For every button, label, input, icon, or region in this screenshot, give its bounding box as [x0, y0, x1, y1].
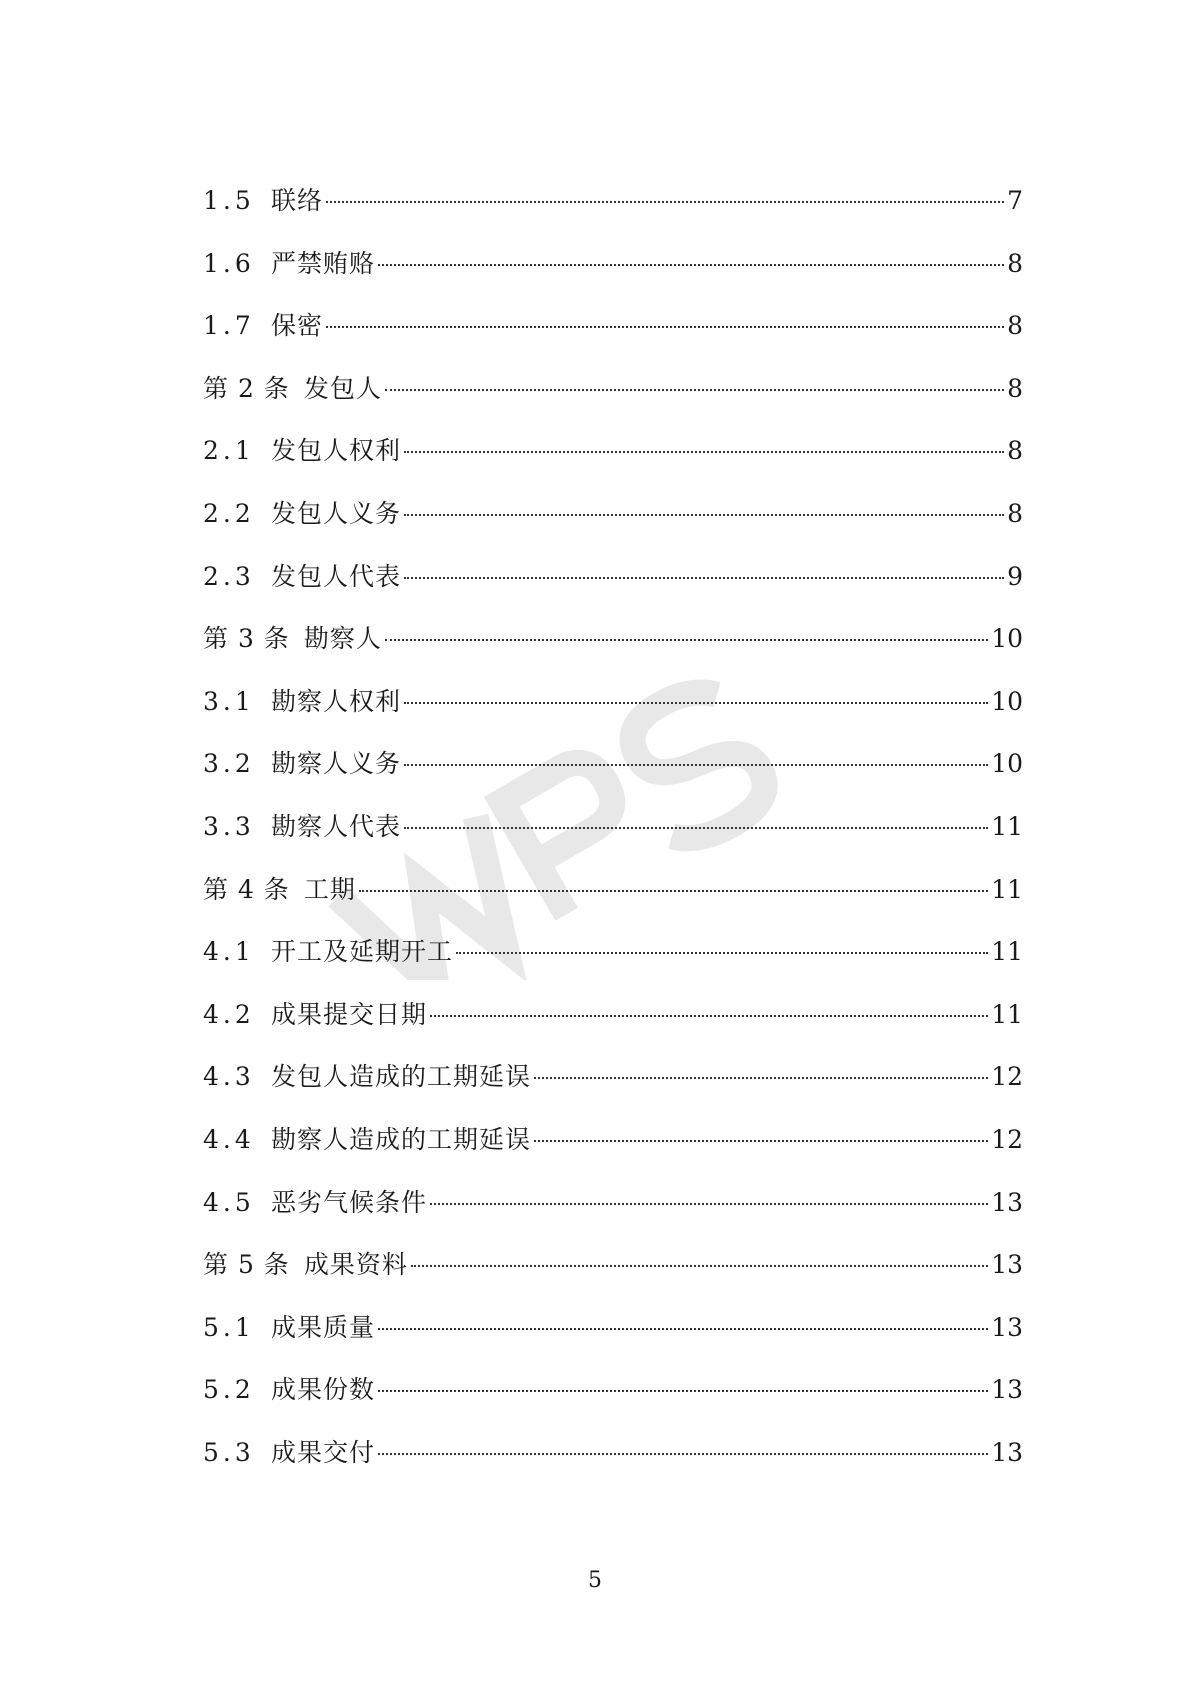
toc-dot-leader	[404, 827, 988, 829]
toc-dot-leader	[404, 451, 1004, 453]
toc-entry-number: 4.1	[203, 937, 255, 967]
toc-entry-number: 2.3	[203, 561, 255, 591]
toc-entry-title: 发包人代表	[271, 561, 402, 591]
toc-entry-title: 勘察人	[303, 624, 382, 654]
toc-dot-leader	[385, 639, 988, 641]
toc-article-entry[interactable]	[203, 1234, 1023, 1297]
toc-dot-leader	[411, 1265, 988, 1267]
toc-dot-leader	[534, 1077, 988, 1079]
toc-entry[interactable]	[203, 733, 1023, 796]
toc-entry-page: 11	[991, 811, 1023, 841]
toc-dot-leader	[378, 1390, 988, 1392]
toc-entry-title: 严禁贿赂	[271, 248, 376, 278]
toc-entry[interactable]	[203, 796, 1023, 859]
toc-entry-title: 成果交付	[271, 1437, 376, 1467]
toc-dot-leader	[378, 264, 1004, 266]
toc-entry-page: 13	[991, 1312, 1023, 1342]
toc-dot-leader	[326, 201, 1004, 203]
toc-entry[interactable]	[203, 233, 1023, 296]
toc-entry-page: 11	[991, 937, 1023, 967]
toc-entry[interactable]	[203, 1109, 1023, 1172]
toc-dot-leader	[385, 389, 1004, 391]
toc-entry-title: 成果提交日期	[271, 999, 428, 1029]
toc-entry-title: 联络	[271, 186, 324, 215]
page-number: 5	[588, 1568, 602, 1593]
toc-entry-number: 3.1	[203, 686, 255, 716]
toc-entry-number: 1.5	[203, 186, 255, 215]
toc-article-number: 第 4 条	[203, 874, 290, 904]
toc-entry[interactable]	[203, 1422, 1023, 1485]
toc-entry-page: 8	[1007, 436, 1023, 466]
toc-entry-title: 成果资料	[303, 1250, 408, 1280]
toc-entry-page: 10	[991, 749, 1023, 779]
toc-entry-title: 发包人权利	[271, 436, 402, 466]
toc-article-entry[interactable]	[203, 358, 1023, 421]
toc-dot-leader	[430, 1203, 988, 1205]
toc-entry-number: 5.1	[203, 1312, 255, 1342]
toc-entry-number: 2.2	[203, 498, 255, 528]
toc-dot-leader	[326, 326, 1004, 328]
toc-entry-title: 发包人	[303, 373, 382, 403]
toc-entry-title: 勘察人义务	[271, 749, 402, 779]
toc-entry-page: 10	[991, 686, 1023, 716]
toc-entry[interactable]	[203, 1172, 1023, 1235]
toc-entry-title: 成果质量	[271, 1312, 376, 1342]
toc-entry-number: 5.3	[203, 1437, 255, 1467]
toc-dot-leader	[404, 577, 1004, 579]
toc-entry-title: 工期	[303, 874, 356, 904]
toc-dot-leader	[359, 890, 988, 892]
toc-entry-page: 10	[991, 624, 1023, 654]
toc-entry[interactable]	[203, 984, 1023, 1047]
toc-entry-page: 8	[1007, 498, 1023, 528]
toc-entry[interactable]	[203, 1297, 1023, 1360]
toc-entry-number: 4.5	[203, 1187, 255, 1217]
toc-dot-leader	[404, 514, 1004, 516]
toc-entry-title: 发包人造成的工期延误	[271, 1062, 532, 1092]
toc-entry-number: 3.3	[203, 811, 255, 841]
toc-entry-number: 4.3	[203, 1062, 255, 1092]
toc-dot-leader	[430, 1015, 988, 1017]
toc-entry-page: 8	[1007, 248, 1023, 278]
toc-entry-page: 12	[991, 1062, 1023, 1092]
toc-entry-title: 发包人义务	[271, 498, 402, 528]
toc-article-entry[interactable]	[203, 859, 1023, 922]
toc-entry-number: 3.2	[203, 749, 255, 779]
toc-entry[interactable]	[203, 170, 1023, 233]
toc-entry-page: 8	[1007, 311, 1023, 341]
toc-article-number: 第 5 条	[203, 1250, 290, 1280]
toc-entry-page: 11	[991, 999, 1023, 1029]
toc-article-number: 第 2 条	[203, 373, 290, 403]
toc-entry-page: 9	[1007, 561, 1023, 591]
toc-entry[interactable]	[203, 921, 1023, 984]
toc-entry-title: 勘察人权利	[271, 686, 402, 716]
toc-entry[interactable]	[203, 483, 1023, 546]
toc-entry-page: 11	[991, 874, 1023, 904]
toc-entry-page: 12	[991, 1124, 1023, 1154]
toc-dot-leader	[456, 952, 988, 954]
toc-entry-title: 开工及延期开工	[271, 937, 454, 967]
toc-dot-leader	[378, 1453, 988, 1455]
toc-entry-number: 5.2	[203, 1375, 255, 1405]
toc-entry-title: 成果份数	[271, 1375, 376, 1405]
toc-entry[interactable]	[203, 671, 1023, 734]
toc-dot-leader	[404, 702, 988, 704]
toc-dot-leader	[534, 1140, 988, 1142]
toc-entry-title: 勘察人造成的工期延误	[271, 1124, 532, 1154]
toc-entry-page: 13	[991, 1375, 1023, 1405]
toc-entry-title: 恶劣气候条件	[271, 1187, 428, 1217]
toc-entry-title: 保密	[271, 311, 324, 341]
toc-entry-page: 7	[1007, 186, 1023, 215]
toc-article-entry[interactable]	[203, 608, 1023, 671]
toc-entry-number: 1.7	[203, 311, 255, 341]
toc-entry[interactable]	[203, 420, 1023, 483]
toc-entry-number: 1.6	[203, 248, 255, 278]
toc-entry[interactable]	[203, 546, 1023, 609]
toc-entry-page: 13	[991, 1250, 1023, 1280]
toc-entry-page: 8	[1007, 373, 1023, 403]
toc-entry-number: 2.1	[203, 436, 255, 466]
toc-entry-number: 4.4	[203, 1124, 255, 1154]
toc-entry[interactable]	[203, 295, 1023, 358]
toc-entry-page: 13	[991, 1437, 1023, 1467]
toc-dot-leader	[378, 1328, 988, 1330]
table-of-contents	[203, 170, 1023, 1484]
toc-entry[interactable]	[203, 1046, 1023, 1109]
toc-article-number: 第 3 条	[203, 624, 290, 654]
toc-entry-page: 13	[991, 1187, 1023, 1217]
toc-entry[interactable]	[203, 1359, 1023, 1422]
toc-entry-number: 4.2	[203, 999, 255, 1029]
toc-dot-leader	[404, 764, 988, 766]
toc-entry-title: 勘察人代表	[271, 811, 402, 841]
